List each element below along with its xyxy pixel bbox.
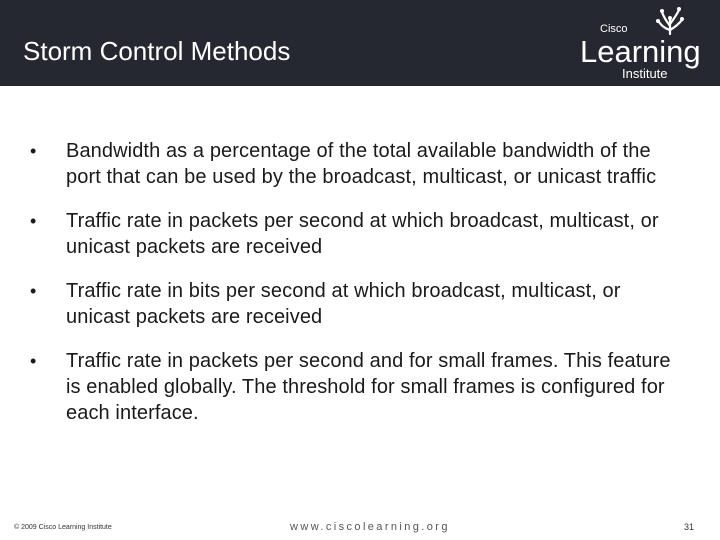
page-number: 31 [683,522,694,532]
logo-brand-sub: Institute [622,66,668,81]
footer-url: www.ciscolearning.org [290,521,450,533]
bullet-text: Traffic rate in bits per second at which broadcast, multicast, or unicast packets are received [66,280,621,328]
bullet-item [30,138,690,190]
sprout-icon [659,10,682,34]
bullet-item [30,278,690,330]
slide-title: Storm Control Methods [23,36,291,66]
bullet-list [30,138,690,426]
bullet-marker: • [30,281,37,301]
bullet-marker: • [30,211,37,231]
slide-header [0,0,720,86]
bullet-item [30,348,690,426]
logo-brand-main: Learning [580,34,701,69]
cisco-learning-institute-logo [578,4,712,82]
bullet-text: Traffic rate in packets per second at which broadcast, multicast, or unicast packets are received [66,210,659,258]
bullet-marker: • [30,351,37,371]
bullet-item [30,208,690,260]
bullet-text: Traffic rate in packets per second and for small frames. This feature is enabled globally. The threshold for small frames is configured for each interface. [66,350,671,424]
logo-brand-small: Cisco [600,23,628,35]
bullet-text: Bandwidth as a percentage of the total available bandwidth of the port that can be used by the broadcast, multicast, or unicast traffic [66,140,657,188]
footer-copyright: © 2009 Cisco Learning Institute [14,524,112,531]
bullet-marker: • [30,141,37,161]
